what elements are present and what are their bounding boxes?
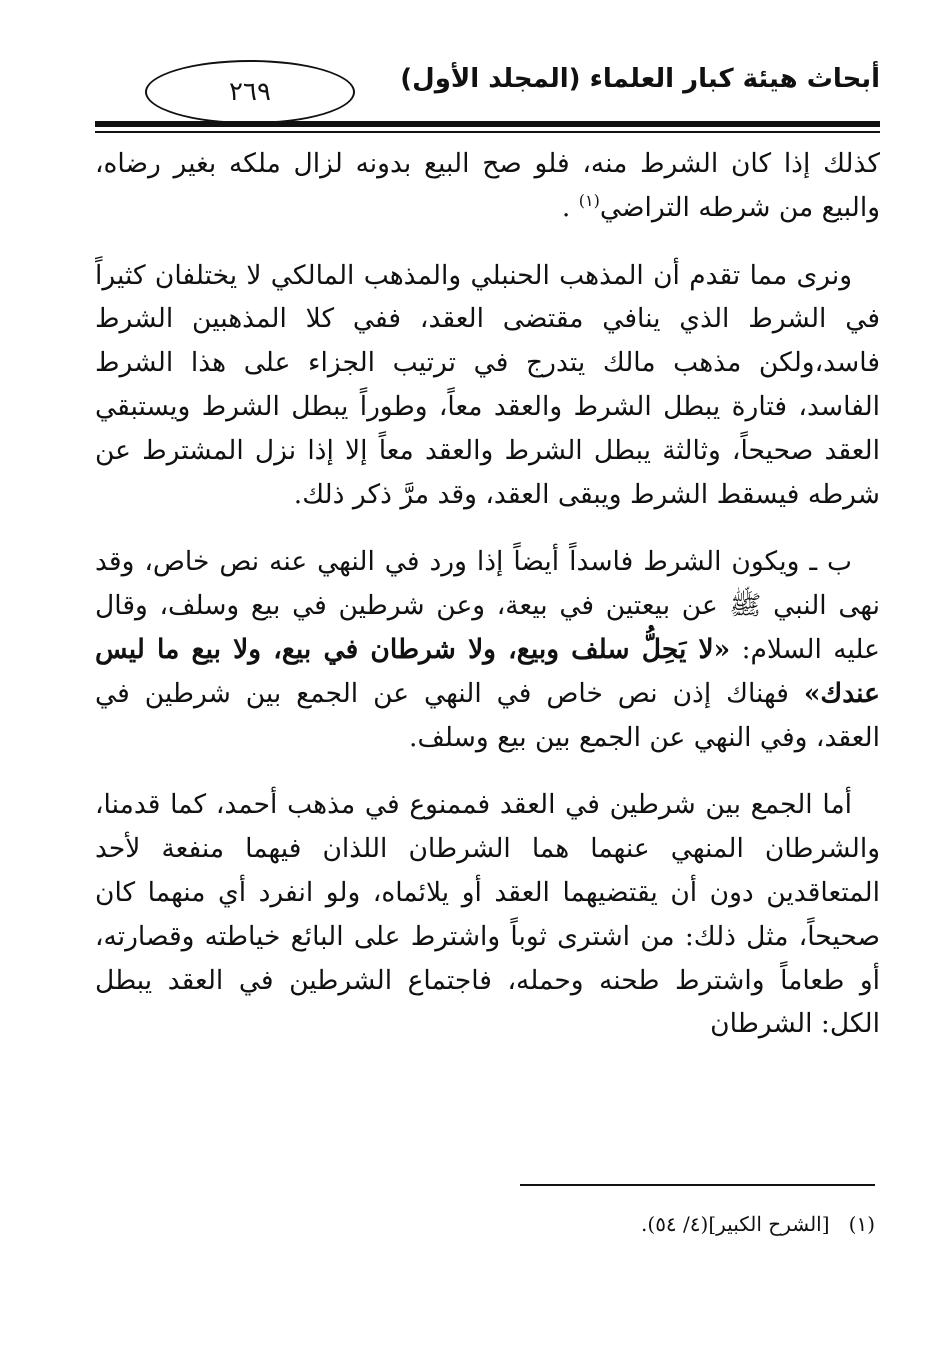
paragraph-4: أما الجمع بين شرطين في العقد فممنوع في مذهب أحمد، كما قدمنا، والشرطان المنهي عنهما هما الشرطان اللذان فيهما منفعة لأحد المتعاقدين دون أن يقتضيهما العقد أو يلائماه، ولو انفرد أي منهما كان صحيحاً، مثل ذلك: من اشترى ثوباً واشترط على البائع خياطته وقصارته، أو طعاماً واشترط طحنه وحمله، فاجتماع الشرطين في العقد يبطل الكل: الشرطان bbox=[95, 789, 880, 1040]
header-rule-thick bbox=[95, 121, 880, 127]
header-rule-thin bbox=[95, 131, 880, 133]
paragraph-1 bbox=[95, 142, 880, 230]
paragraph-3-text-after: فهناك إذن نص خاص في النهي عن الجمع بين شرطين في العقد، وفي النهي عن الجمع بين بيع وسلف. bbox=[95, 677, 880, 753]
footnote-reference: (١) bbox=[578, 190, 600, 210]
footnote bbox=[95, 1212, 875, 1236]
footnote-text: [الشرح الكبير](٤/ ٥٤). bbox=[641, 1212, 830, 1236]
footnote-number: (١) bbox=[848, 1212, 875, 1236]
paragraph-3-text-before: ب ـ ويكون الشرط فاسداً أيضاً إذا ورد في النهي عنه نص خاص، وقد نهى النبي ﷺ عن بيعتين في بيعة، وعن شرطين في بيع وسلف، وقال عليه السلام: bbox=[95, 546, 880, 665]
paragraph-3 bbox=[95, 540, 880, 759]
main-text bbox=[95, 142, 880, 1070]
paragraph-1-end: . bbox=[561, 191, 571, 223]
page-header bbox=[95, 60, 880, 130]
hadith-quote: «لا يَحِلُّ سلف وبيع، ولا شرطان في بيع، ولا بيع ما ليس عندك» bbox=[95, 633, 880, 709]
paragraph-2: ونرى مما تقدم أن المذهب الحنبلي والمذهب المالكي لا يختلفان كثيراً في الشرط الذي ينافي مقتضى العقد، ففي كلا المذهبين الشرط فاسد،ولكن مذهب مالك يتدرج في ترتيب الجزاء على هذا الشرط الفاسد، فتارة يبطل الشرط والعقد معاً، وطوراً يبطل الشرط ويستبقي العقد صحيحاً، وثالثة يبطل الشرط والعقد معاً إلا إذا نزل المشترط عن شرطه فيسقط الشرط ويبقى العقد، وقد مرَّ ذكر ذلك. bbox=[95, 259, 880, 510]
page-number: ٢٦٩ bbox=[145, 60, 355, 124]
footnote-rule bbox=[520, 1184, 875, 1186]
running-title: أبحاث هيئة كبار العلماء (المجلد الأول) bbox=[400, 64, 880, 94]
paragraph-1-text: كذلك إذا كان الشرط منه، فلو صح البيع بدونه لزال ملكه بغير رضاه، والبيع من شرطه التراضي bbox=[95, 148, 880, 223]
